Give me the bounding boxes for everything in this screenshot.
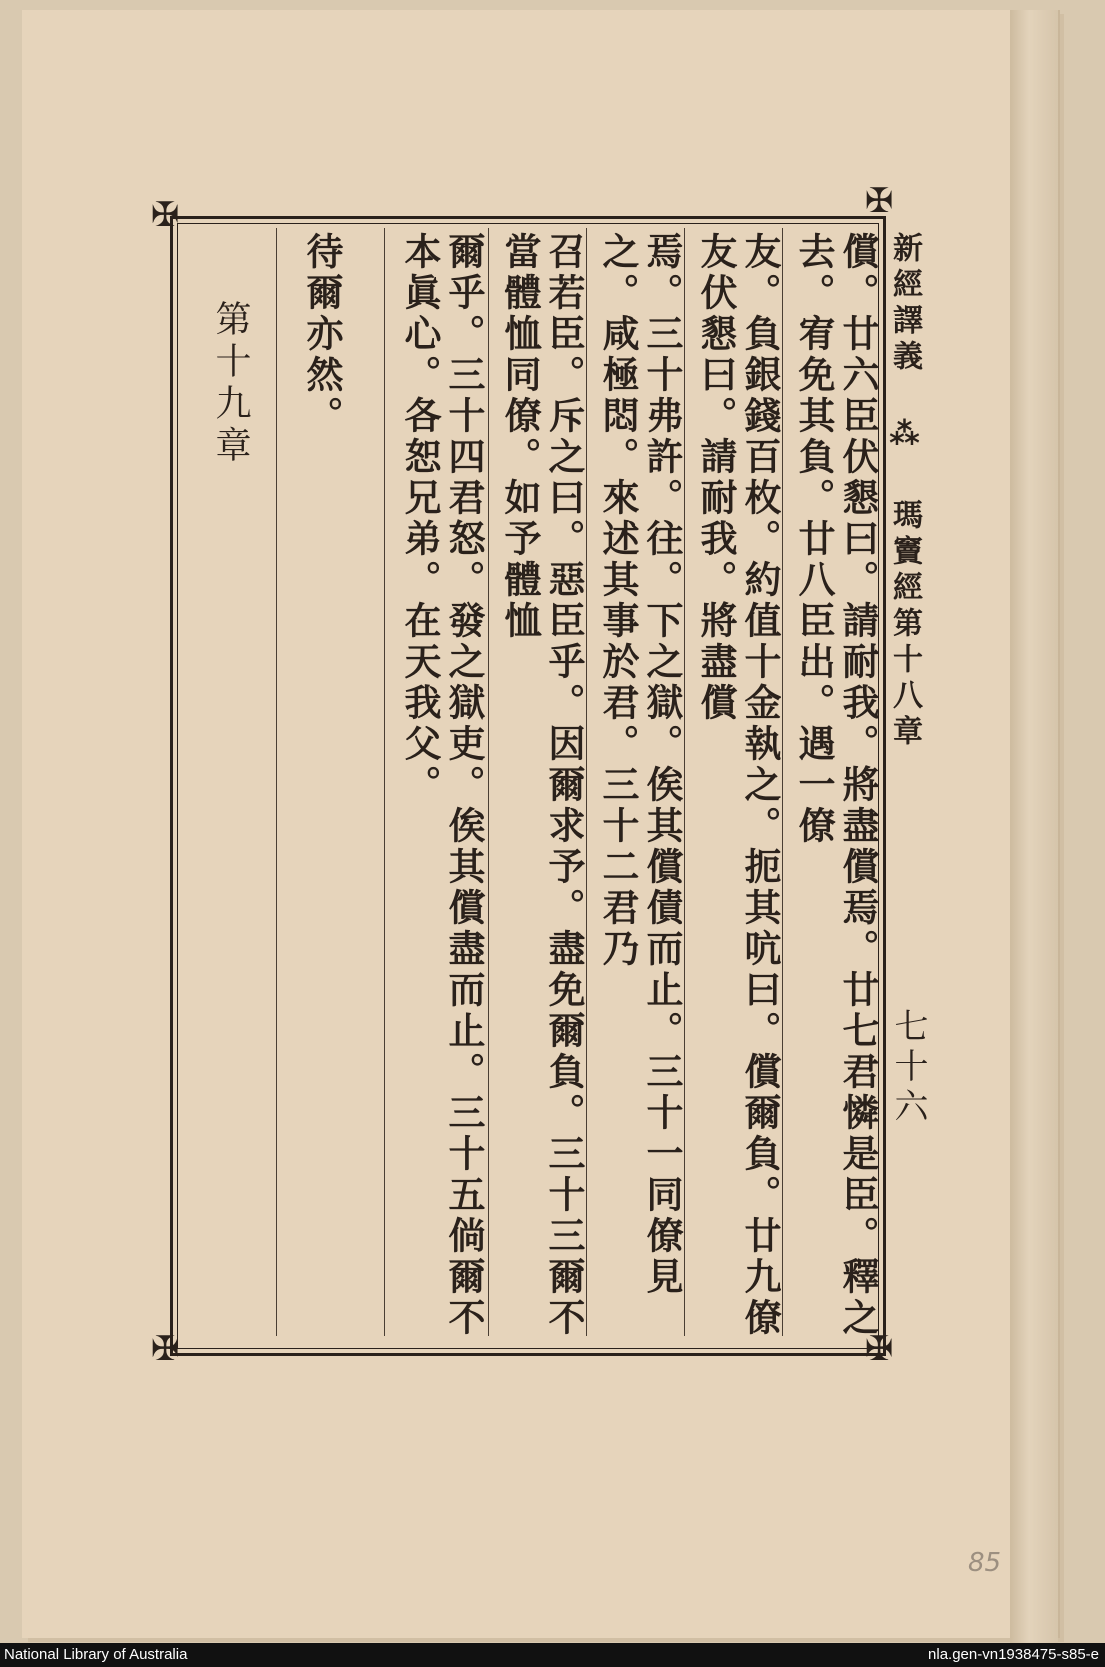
header-title: 新經譯義 xyxy=(887,232,922,376)
column-rule xyxy=(384,228,385,1336)
header-separator: ⁂ xyxy=(887,417,922,458)
corner-ornament-top-right: ✠ xyxy=(864,181,894,221)
attribution-bar xyxy=(0,1643,1105,1667)
text-column-4: 召若臣。斥之曰。惡臣乎。因爾求予。盡免爾負。三十三爾不當體恤同僚。如予體恤 xyxy=(498,232,586,1339)
column-rule xyxy=(488,228,489,1336)
text-column-5: 爾乎。三十四君怒。發之獄吏。俟其償盡而止。三十五倘爾不本眞心。各恕兄弟。在天我父。 xyxy=(398,232,486,1339)
attribution-right: nla.gen-vn1938475-s85-e xyxy=(928,1646,1099,1663)
column-rule xyxy=(586,228,587,1336)
text-column-1: 償。廿六臣伏懇曰。請耐我。將盡償焉。廿七君憐是臣。釋之去。宥免其負。廿八臣出。遇一僚 xyxy=(792,232,880,1339)
corner-ornament-bottom-left: ✠ xyxy=(150,1329,180,1369)
pencil-annotation: 85 xyxy=(968,1548,1002,1578)
column-rule xyxy=(276,228,277,1336)
attribution-left: National Library of Australia xyxy=(4,1646,188,1663)
page-edge xyxy=(1010,10,1058,1650)
corner-ornament-top-left: ✠ xyxy=(150,195,180,235)
column-rule xyxy=(684,228,685,1336)
header-book: 瑪竇經第十八章 xyxy=(887,499,922,751)
chapter-heading: 第十九章 xyxy=(210,300,251,468)
running-header xyxy=(882,232,926,751)
column-rule xyxy=(782,228,783,1336)
corner-ornament-bottom-right: ✠ xyxy=(864,1329,894,1369)
text-column-6: 待爾亦然。 xyxy=(300,232,344,437)
page-number: 七十六 xyxy=(888,1008,928,1128)
text-column-2: 友。負銀錢百枚。約值十金執之。扼其吭曰。償爾負。廿九僚友伏懇曰。請耐我。將盡償 xyxy=(694,232,782,1339)
text-column-3: 焉。三十弗許。往。下之獄。俟其償債而止。三十一同僚見之。咸極悶。來述其事於君。三十二君乃 xyxy=(596,232,684,1298)
